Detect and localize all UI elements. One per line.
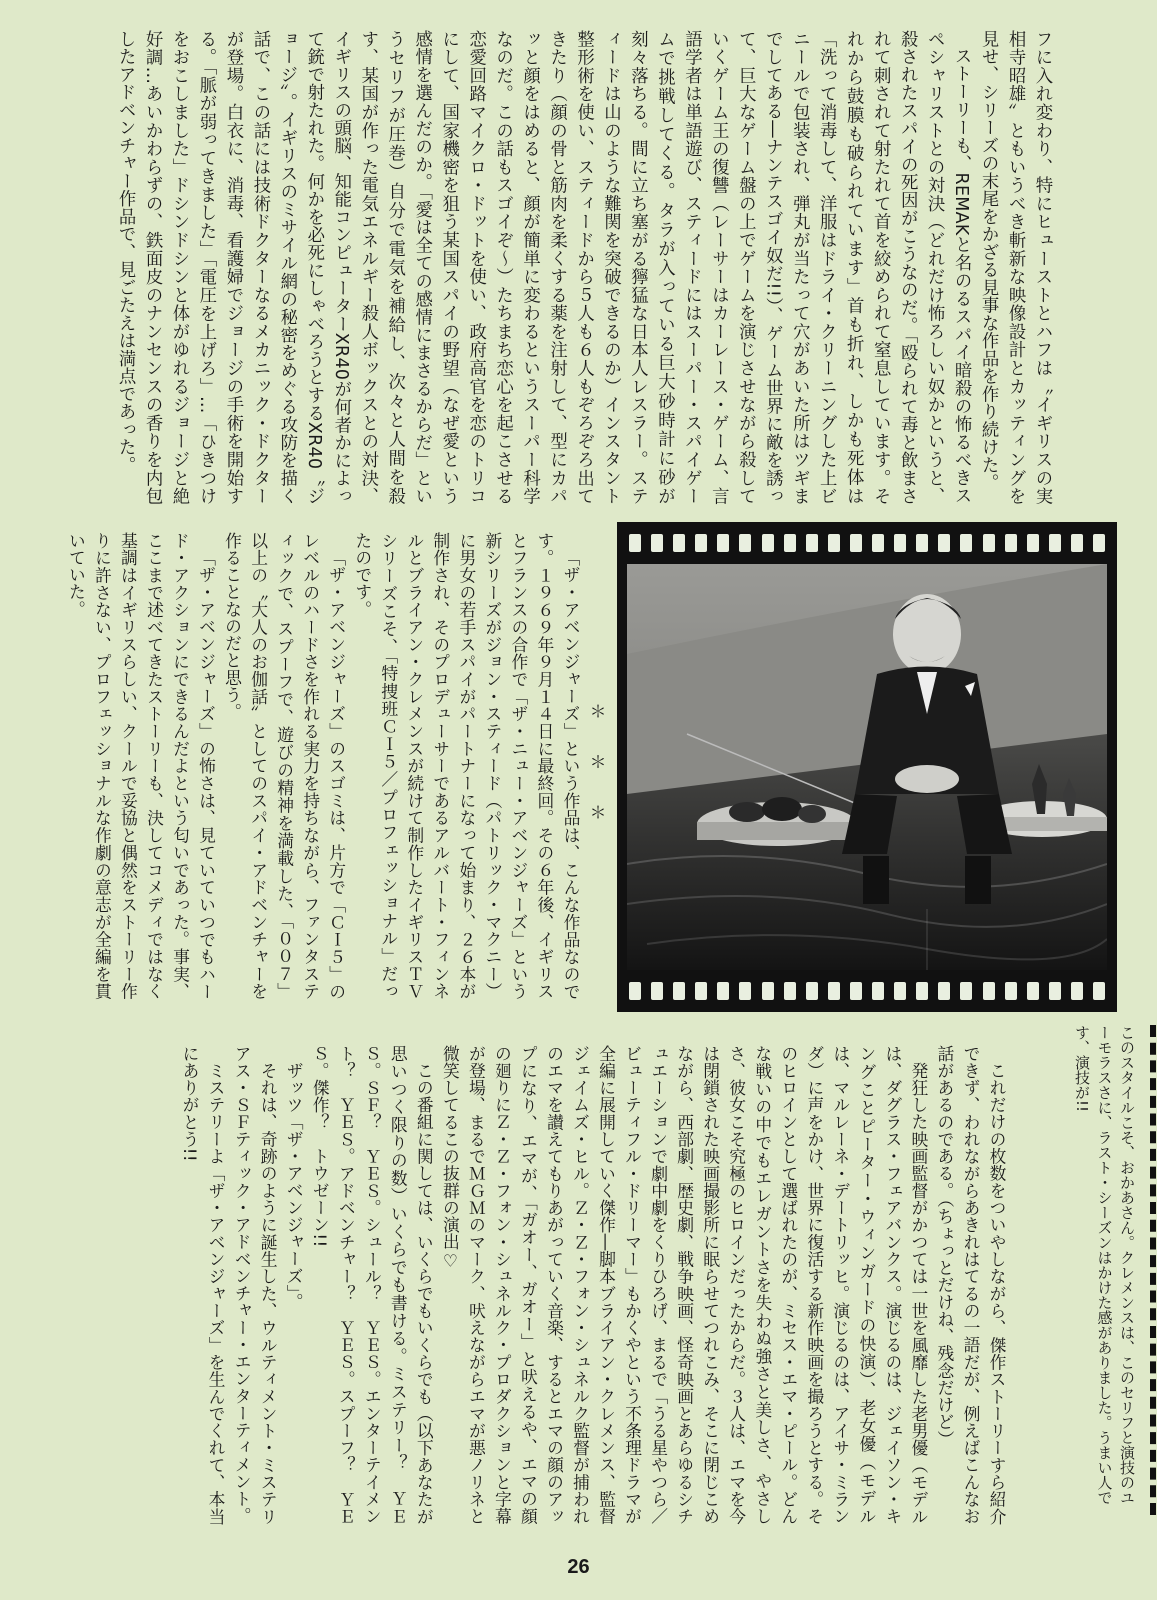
article-paragraph: それは、奇跡のように誕生した、ウルティメント・ミステリアス・ＳＦティック・アドベンチャー・エンターティメント。 xyxy=(232,1045,279,1525)
article-paragraph: この番組に関しては、いくらでもいくらでも（以下あなたが思いつく限りの数）いくらでも書ける。ミステリー？ ＹＥＳ。ＳＦ？ ＹＥＳ。シュール？ ＹＥＳ。エンターテイメント？ ＹＥＳ。アドベンチャー？ ＹＥＳ。スプーフ？ ＹＥＳ。傑作？ トウゼーン!! xyxy=(310,1045,435,1525)
article-middle-column xyxy=(25,532,610,1000)
film-sprockets-top xyxy=(629,532,1105,554)
article-top-column xyxy=(25,30,1055,505)
scene-photo-man-sitting-on-platform xyxy=(627,564,1107,970)
page-number: 26 xyxy=(567,1556,590,1578)
article-bottom-column xyxy=(25,1045,1010,1525)
film-strip-photo xyxy=(617,522,1117,1012)
photo-illustration xyxy=(627,564,1107,970)
photo-caption: このスタイルこそ、おかあさん。クレメンスは、このセリフと演技のユーモラスさに、ラスト・シーズンはかけた感がありました。うまい人です、演技が!! xyxy=(1018,1025,1156,1515)
section-divider-stars: ＊ ＊ ＊ xyxy=(587,703,607,829)
article-paragraph: ザッツ「ザ・アベンジャーズ」。 xyxy=(284,1061,305,1311)
film-sprockets-bottom xyxy=(629,980,1105,1002)
article-paragraph: これだけの枚数をついやしながら、傑作ストーリーすら紹介できず、われながらあきれはてるの一語だが、例えばこんなお話があるのである。（ちょっとだけね、残念だけど） xyxy=(934,1045,1007,1525)
article-paragraph: 「ザ・アベンジャーズ」という作品は、こんな作品なのです。１９６９年９月１４日に最終回。その６年後、イギリスとフランスの合作で「ザ・ニュー・アベンジャーズ」という新シリーズがジョン・スティード（パトリック・マクニー）に男女の若手スパイがパートナーになって始まり、２６本が制作され、そのプロデューサーであるアルバート・フィンネルとブライアン・クレメンスが続けて制作したイギリスＴＶシリーズこそ、「特捜班ＣＩ５／プロフェッショナル」だったのです。 xyxy=(352,532,581,1000)
article-paragraph: ストーリーも、REMAKと名のるスパイ暗殺の怖るべきスペシャリストとの対決（どれだけ怖ろしい奴かというと、殺されたスパイの死因がこうなのだ。「殴られて毒と飲まされて刺されて射たれて首を絞められて窒息しています。それから鼓膜も破られています」首も折れ、しかも死体は「洗って消毒して、洋服はドライ・クリーニングした上ビニールで包装され、弾丸が当たって穴があいた所はツギまでしてある―ナンテスゴイ奴だ!!）、ゲーム世界に敵を誘って、巨大なゲーム盤の上でゲームを演じさせながら殺していくゲーム王の復讐（レーサーはカーレース・ゲーム、言語学者は単語遊び、スティードにはスーパー・スパイゲームで挑戦してくる。タラが入っている巨大砂時計に砂が刻々落ちる。間に立ち塞がる獰猛な日本人レスラー。スティードは山のような難関を突破できるのか）インスタント整形術を使い、スティードから５人も６人もぞろぞろ出てきたり（顔の骨と筋肉を柔くする薬を注射して、型にカパッと顔をはめると、顔が簡単に変わるというスーパー科学なのだ。この話もスゴイぞ〜）たちまち恋心を起こさせる恋愛回路マイクロ・ドットを使い、政府高官を恋のトリコにして、国家機密を狙う某国スパイの野望（なぜ愛という感情を選んだのか。「愛は全ての感情にまさるからだ」というセリフが圧巻）自分で電気を補給し、次々と人間を殺す、某国が作った電気エネルギー殺人ボックスとの対決、イギリスの頭脳、知能コンピューターXR40が何者かによって銃で射たれた。何かを必死にしゃべろうとするXR40〝ジョージ〟。イギリスのミサイル網の秘密をめぐる攻防を描く話で、この話には技術ドクターなるメカニック・ドクターが登場。白衣に、消毒、看護婦でジョージの手術を開始する。「脈が弱ってきました」「電圧を上げろ」…「ひきつけをおこしました」ドシンドシンと体がゆれるジョージと絶好調…あいかわらずの、鉄面皮のナンセンスの香りを内包したアドベンチャー作品で、見ごたえは満点であった。 xyxy=(115,30,972,505)
article-paragraph: フに入れ変わり、特にヒューストとハフは〝イギリスの実相寺昭雄〟ともいうべき斬新な映像設計とカッティングを見せ、シリーズの末尾をかざる見事な作品を作り続けた。 xyxy=(978,30,1052,505)
article-paragraph: 「ザ・アベンジャーズ」のスゴミは、片方で「ＣＩ５」のレベルのハードさを作れる実力を持ちながら、ファンタスティックで、スプーフで、遊びの精神を満載した、「００７」以上の〝大人のお伽話〟としてのスパイ・アドベンチャーを作ることなのだと思う。 xyxy=(222,532,347,1000)
article-paragraph: ミステリーよ「ザ・アベンジャーズ」を生んでくれて、本当にありがとう!! xyxy=(180,1045,227,1525)
article-paragraph: 発狂した映画監督がかつては一世を風靡した老男優（モデルは、ダグラス・フェアバンクス。演じるのは、ジェイソン・キングことピーター・ウィンガードの快演）、老女優（モデルは、マルレーネ・デートリッヒ。演じるのは、アイサ・ミランダ）に声をかけ、世界に復活する新作映画を撮ろうとする。そのヒロインとして選ばれたのが、ミセス・エマ・ピール。どんな戦いの中でもエレガントさを失わぬ強さと美しさ、やさしさ、彼女こそ究極のヒロインだったからだ。３人は、エマを今は閉鎖された映画撮影所に眠らせてつれこみ、そこに閉じこめながら、西部劇、歴史劇、戦争映画、怪奇映画とあらゆるシチュエーションで劇中劇をくりひろげ、まるで「うる星やつら／ビューティフル・ドリーマー」もかくやという不条理ドラマが全編に展開していく傑作―脚本ブライアン・クレメンス、監督ジェイムズ・ヒル。Ｚ・Ｚ・フォン・シュネルク監督が捕われのエマを讃えてもりあがっていく音楽、するとエマの顔のアップになり、エマが、「ガオー、ガオー」と吠えるや、エマの顔の廻りにＺ・Ｚ・フォン・シュネルク・プロダクションと字幕が登場、まるでＭＧＭのマーク、吠えながらエマが悪ノリネと微笑してるこの抜群の演出♡ xyxy=(440,1045,929,1525)
article-paragraph: 「ザ・アベンジャーズ」の怖さは、見ていていつでもハード・アクションにできるんだよという匂いであった。事実、ここまで述べてきたストーリーも、決してコメディではなく基調はイギリスらしい、クールで妥協と偶然をストーリー作りに許さない、プロフェッショナルな作劇の意志が全編を貫いていた。 xyxy=(66,532,217,1000)
